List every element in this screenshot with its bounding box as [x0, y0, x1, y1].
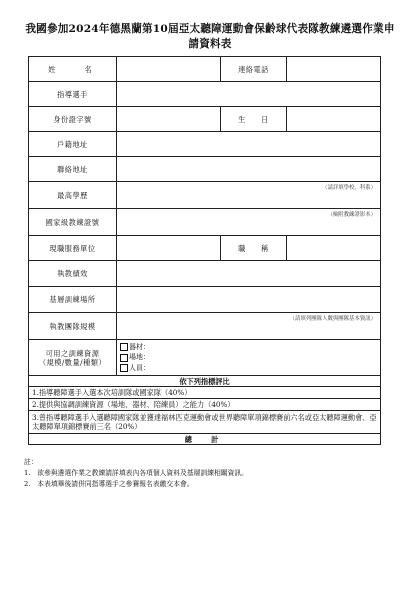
- phone-label: 連絡電話: [221, 57, 287, 82]
- name-field[interactable]: [117, 57, 221, 82]
- license-label: 國家級教練證號: [29, 209, 117, 236]
- equipment-checkbox[interactable]: [120, 343, 128, 351]
- note-line-1: 1. 欲參與遴選作業之教練請詳填表內各項個人資料及基層訓練相關資訊。: [24, 469, 248, 477]
- team-field[interactable]: [117, 313, 381, 340]
- education-note: （請詳填學校、科系）: [322, 185, 376, 191]
- id-field[interactable]: [117, 107, 221, 132]
- form-title: 我國參加2024年德黑蘭第10屆亞太聽障運動會保齡球代表隊教練遴選作業申請資料表: [25, 23, 395, 50]
- birth-label: 生 日: [221, 107, 287, 132]
- equipment-label: 器材：: [129, 342, 150, 351]
- job-title-label: 職 稱: [221, 236, 287, 261]
- personnel-checkbox[interactable]: [120, 364, 128, 372]
- row-id: [29, 107, 381, 132]
- venue-resource-label: 場地：: [129, 353, 150, 362]
- notes-heading: 註：: [24, 458, 38, 466]
- venue-label: 基層訓練場所: [29, 287, 117, 313]
- resources-label: [29, 340, 117, 376]
- phone-field[interactable]: [287, 57, 381, 82]
- education-field[interactable]: [117, 182, 381, 209]
- row-household: [29, 132, 381, 157]
- achievements-label: 執教績效: [29, 261, 117, 287]
- criterion-1: 1.指導聽障選手入選本次培訓隊或國家隊（40%）: [29, 387, 381, 399]
- license-note: （檢附教練證影本）: [327, 212, 376, 218]
- venue-field[interactable]: [117, 287, 381, 313]
- workplace-label: 現職服務單位: [29, 236, 117, 261]
- id-label: 身份證字號: [29, 107, 117, 132]
- resource-equipment[interactable]: [120, 342, 377, 353]
- household-label: 戶籍地址: [29, 132, 117, 157]
- contact-addr-label: 聯絡地址: [29, 157, 117, 182]
- resource-venue[interactable]: [120, 352, 377, 363]
- row-athlete: [29, 82, 381, 107]
- contact-addr-field[interactable]: [117, 157, 381, 182]
- row-criterion-2: [29, 399, 381, 411]
- total-label: 總 計: [29, 434, 381, 445]
- job-title-field[interactable]: [287, 236, 381, 261]
- row-criterion-3: [29, 411, 381, 434]
- note-line-2: 2. 本表填畢後請併同指導選手之參賽報名表繳交本會。: [24, 480, 194, 488]
- row-contact-addr: [29, 157, 381, 182]
- criterion-3: 3.曾指導聽障選手入選聽障國家隊並獲達福林匹克運動會或世界聽障單項錦標賽前六名或亞太聽障運動會、亞太聽障單項錦標賽前三名（20%）: [29, 411, 381, 434]
- row-education: [29, 182, 381, 209]
- athlete-label: 指導選手: [29, 82, 117, 107]
- row-venue: [29, 287, 381, 313]
- row-team: [29, 313, 381, 340]
- license-field[interactable]: [117, 209, 381, 236]
- team-label: 執教團隊規模: [29, 313, 117, 340]
- resource-personnel[interactable]: [120, 363, 377, 374]
- education-label: 最高學歷: [29, 182, 117, 209]
- household-field[interactable]: [117, 132, 381, 157]
- row-achievements: [29, 261, 381, 287]
- row-workplace: [29, 236, 381, 261]
- achievements-field[interactable]: [117, 261, 381, 287]
- row-name: [29, 57, 381, 82]
- notes-section: [24, 457, 394, 490]
- athlete-field[interactable]: [117, 82, 381, 107]
- workplace-field[interactable]: [117, 236, 221, 261]
- row-license: [29, 209, 381, 236]
- application-form-table: [28, 56, 381, 445]
- personnel-label: 人員：: [129, 363, 150, 372]
- name-label: 姓 名: [29, 57, 117, 82]
- venue-checkbox[interactable]: [120, 354, 128, 362]
- resources-label-line2: （規模/數量/種類）: [38, 357, 107, 367]
- team-note: （請填列團隊人數與團隊基本資訊）: [289, 316, 376, 322]
- birth-field[interactable]: [287, 107, 381, 132]
- resources-label-line1: 可用之訓練資源: [45, 348, 100, 358]
- row-resources: [29, 340, 381, 376]
- criteria-header: 依下列指標評比: [29, 376, 381, 387]
- row-criteria-header: [29, 376, 381, 387]
- row-total: [29, 434, 381, 445]
- resources-field: [117, 340, 381, 376]
- row-criterion-1: [29, 387, 381, 399]
- criterion-2: 2.提供與協調訓練資源（場地、器材、陪練員）之能力（40%）: [29, 399, 381, 411]
